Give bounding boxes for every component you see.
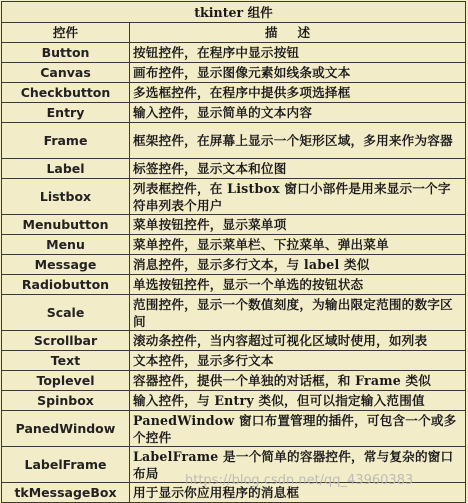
control-name: Checkbutton bbox=[2, 83, 130, 103]
table-row bbox=[2, 255, 466, 275]
csdn-watermark: https://blog.csdn.net/qq_43960383 bbox=[185, 473, 414, 488]
table-row bbox=[2, 123, 466, 159]
control-name: Radiobutton bbox=[2, 275, 130, 295]
control-description: 菜单按钮控件，显示菜单项 bbox=[130, 215, 466, 235]
control-description: 输入控件，显示简单的文本内容 bbox=[130, 103, 466, 123]
control-description: 输入控件，与 Entry 类似，但可以指定输入范围值 bbox=[130, 391, 466, 411]
table-row bbox=[2, 179, 466, 215]
table-row bbox=[2, 275, 466, 295]
control-name: Frame bbox=[2, 123, 130, 159]
control-name: Canvas bbox=[2, 63, 130, 83]
control-name: Button bbox=[2, 43, 130, 63]
control-description: 容器控件，提供一个单独的对话框，和 Frame 类似 bbox=[130, 371, 466, 391]
table-row bbox=[2, 371, 466, 391]
control-description: 菜单控件，显示菜单栏、下拉菜单、弹出菜单 bbox=[130, 235, 466, 255]
table-row bbox=[2, 483, 466, 503]
table-header-row bbox=[2, 23, 466, 43]
table-row bbox=[2, 235, 466, 255]
table-row bbox=[2, 83, 466, 103]
control-name: Entry bbox=[2, 103, 130, 123]
control-description: LabelFrame 是一个简单的容器控件，常与复杂的窗口布局 bbox=[130, 447, 466, 483]
table-row bbox=[2, 331, 466, 351]
tkinter-components-table bbox=[1, 1, 466, 503]
table-row bbox=[2, 447, 466, 483]
table-row bbox=[2, 295, 466, 331]
header-description: 描述 bbox=[130, 23, 466, 43]
control-name: PanedWindow bbox=[2, 411, 130, 447]
table-row bbox=[2, 159, 466, 179]
control-name: Text bbox=[2, 351, 130, 371]
control-description: 列表框控件，在 Listbox 窗口小部件是用来显示一个字符串列表个用户 bbox=[130, 179, 466, 215]
control-description: PanedWindow 窗口布置管理的插件，可包含一个或多个控件 bbox=[130, 411, 466, 447]
table-title-row bbox=[2, 2, 466, 23]
control-name: Message bbox=[2, 255, 130, 275]
control-name: Listbox bbox=[2, 179, 130, 215]
control-name: LabelFrame bbox=[2, 447, 130, 483]
control-name: Toplevel bbox=[2, 371, 130, 391]
table-row bbox=[2, 103, 466, 123]
control-description: 框架控件，在屏幕上显示一个矩形区域，多用来作为容器 bbox=[130, 123, 466, 159]
header-control: 控件 bbox=[2, 23, 130, 43]
table-title: tkinter 组件 bbox=[2, 2, 466, 23]
table-row bbox=[2, 43, 466, 63]
control-name: tkMessageBox bbox=[2, 483, 130, 503]
table-row bbox=[2, 215, 466, 235]
control-description: 按钮控件，在程序中显示按钮 bbox=[130, 43, 466, 63]
table-row bbox=[2, 411, 466, 447]
control-description: 滚动条控件，当内容超过可视化区域时使用，如列表 bbox=[130, 331, 466, 351]
control-description: 标签控件，显示文本和位图 bbox=[130, 159, 466, 179]
control-name: Scale bbox=[2, 295, 130, 331]
control-name: Label bbox=[2, 159, 130, 179]
control-description: 消息控件，显示多行文本，与 label 类似 bbox=[130, 255, 466, 275]
control-name: Spinbox bbox=[2, 391, 130, 411]
table-row bbox=[2, 351, 466, 371]
table-row bbox=[2, 63, 466, 83]
control-name: Menubutton bbox=[2, 215, 130, 235]
control-description: 范围控件，显示一个数值刻度，为输出限定范围的数字区间 bbox=[130, 295, 466, 331]
control-description: 单选按钮控件，显示一个单选的按钮状态 bbox=[130, 275, 466, 295]
control-description: 用于显示你应用程序的消息框 bbox=[130, 483, 466, 503]
control-description: 文本控件，显示多行文本 bbox=[130, 351, 466, 371]
control-description: 画布控件，显示图像元素如线条或文本 bbox=[130, 63, 466, 83]
control-name: Scrollbar bbox=[2, 331, 130, 351]
table-row bbox=[2, 391, 466, 411]
control-name: Menu bbox=[2, 235, 130, 255]
control-description: 多选框控件，在程序中提供多项选择框 bbox=[130, 83, 466, 103]
